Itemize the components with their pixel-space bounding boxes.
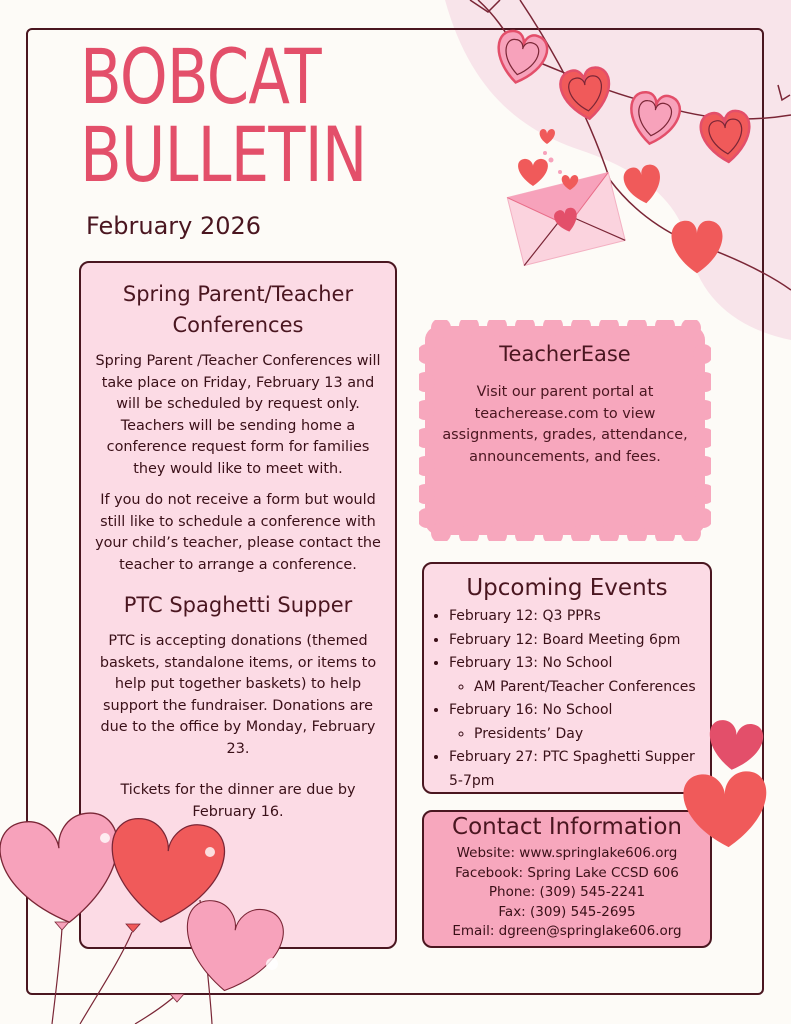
teacherease-heading: TeacherEase <box>499 342 631 366</box>
event-subitem: ◦ Presidents’ Day <box>474 723 710 747</box>
teacherease-body: Visit our parent portal at teacherease.com to view assignments, grades, attendance, announcements, and fees. <box>442 384 688 465</box>
event-item: • February 12: Board Meeting 6pm <box>449 629 710 653</box>
contact-facebook: Facebook: Spring Lake CCSD 606 <box>455 864 679 881</box>
event-item: • February 12: Q3 PPRs <box>449 605 710 629</box>
supper-paragraph-2: Tickets for the dinner are due by February 16. <box>120 782 356 820</box>
conferences-heading: Spring Parent/Teacher Conferences <box>122 282 354 337</box>
event-item: • February 27: PTC Spaghetti Supper 5-7pm <box>449 746 704 793</box>
issue-date: February 2026 <box>86 212 262 240</box>
event-subitem: ◦ AM Parent/Teacher Conferences <box>474 676 710 700</box>
title-line-1: BOBCAT <box>80 32 321 121</box>
contact-phone: Phone: (309) 545-2241 <box>488 884 646 900</box>
conferences-paragraph-2: If you do not receive a form but would still like to schedule a conference with your child’s teacher, please contact the teacher to arrange a conference. <box>95 492 381 573</box>
events-heading: Upcoming Events <box>466 575 668 601</box>
title-line-2: BULLETIN <box>80 110 367 199</box>
contact-fax: Fax: (309) 545-2695 <box>498 903 636 920</box>
supper-paragraph-1: PTC is accepting donations (themed baskets, standalone items, or items to help put together baskets) to help support the fundraiser. Donations are due to the office by Monday, February 23. <box>99 633 377 757</box>
contact-website: Website: www.springlake606.org <box>456 845 678 861</box>
contact-email: Email: dgreen@springlake606.org <box>452 923 682 939</box>
contact-heading: Contact Information <box>452 814 682 840</box>
supper-heading: PTC Spaghetti Supper <box>123 593 353 617</box>
conferences-paragraph-1: Spring Parent /Teacher Conferences will take place on Friday, February 13 and will be scheduled by request only. Teachers will be sending home a conference request form for families they would like to meet with. <box>95 353 381 477</box>
event-item-label: February 16: No School <box>449 702 613 718</box>
event-item-label: February 13: No School <box>449 655 613 671</box>
